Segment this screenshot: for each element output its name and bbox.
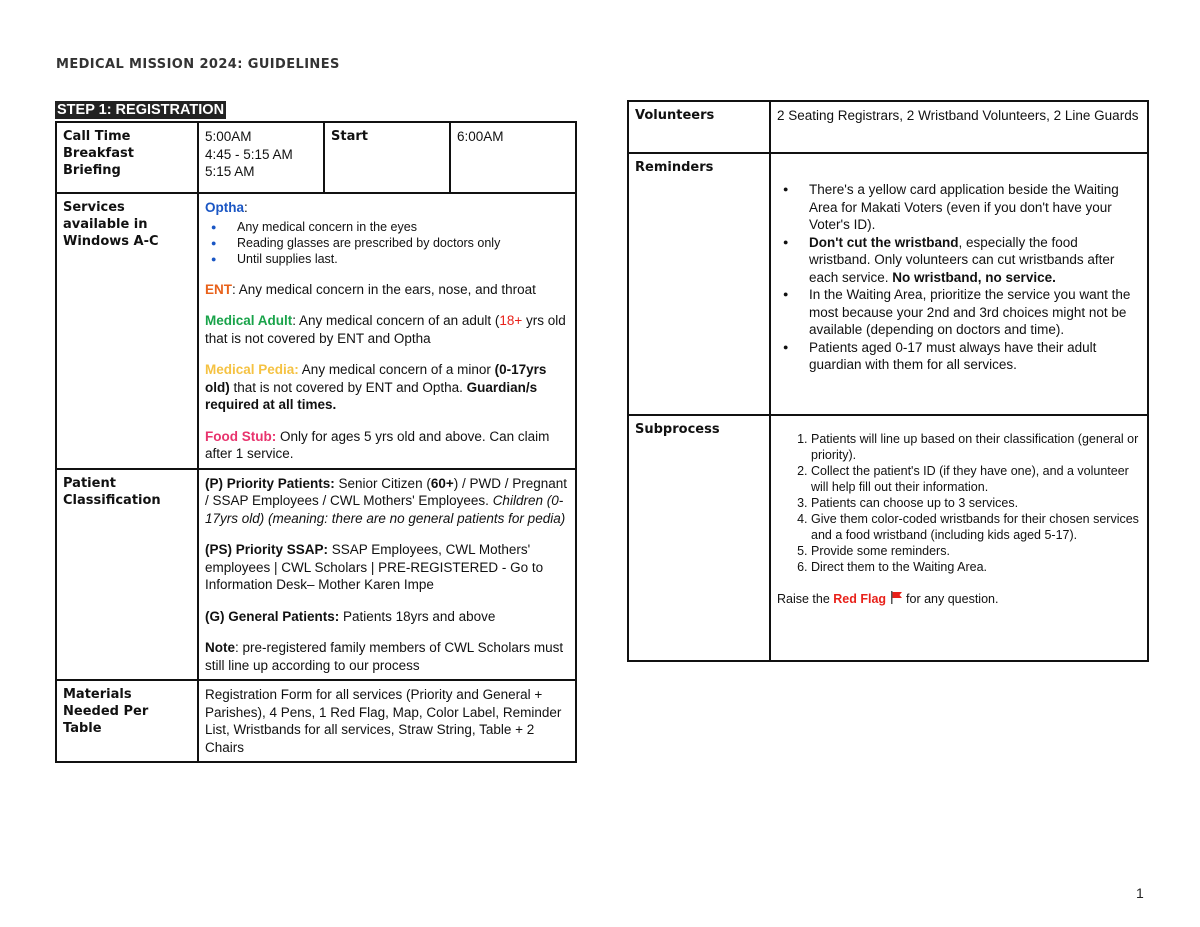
step-heading: STEP 1: REGISTRATION (57, 102, 225, 118)
priority-ssap-block (205, 541, 569, 594)
materials-label: Materials Needed Per Table (56, 680, 198, 762)
medical-pedia-text-a: Any medical concern of a minor (298, 362, 495, 377)
medical-pedia-block (205, 361, 569, 414)
priority-text-b: ) / PWD / Pregnant / SSAP Employees / CWL Mothers' Employees. (205, 475, 568, 508)
page-number: 1 (1136, 885, 1144, 901)
note-title: Note (205, 640, 235, 655)
optha-block (205, 199, 569, 267)
general-text: Patients 18yrs and above (339, 608, 496, 624)
document-title: MEDICAL MISSION 2024: GUIDELINES (56, 57, 340, 72)
subprocess-steps (777, 431, 1141, 575)
list-item: ● There's a yellow card application beside the Waiting Area for Makati Voters (even if you don't have your Voter's ID). (809, 181, 1141, 234)
medical-adult-text-a: : Any medical concern of an adult ( (292, 313, 500, 328)
classification-cell (198, 469, 576, 681)
list-item: ● In the Waiting Area, prioritize the service you want the most because your 2nd and 3rd choices might not be available (depending on doctors and time). (809, 286, 1141, 339)
briefing-value: 5:15 AM (205, 164, 255, 179)
list-item: 6. Direct them to the Waiting Area. (811, 559, 1141, 575)
start-value: 6:00AM (450, 122, 576, 193)
food-stub-name: Food Stub: (205, 428, 277, 444)
priority-title: (P) Priority Patients: (205, 475, 335, 491)
classification-label: Patient Classification (56, 469, 198, 681)
registration-table (55, 121, 577, 763)
red-flag-label: Red Flag (833, 592, 887, 606)
reminder-2-bold2: No wristband, no service. (892, 269, 1056, 285)
time-row (56, 122, 576, 193)
volunteer-table (627, 100, 1149, 662)
medical-pedia-age: (0-17yrs old) (205, 362, 547, 395)
medical-adult-age: 18+ (499, 313, 523, 328)
subprocess-row (628, 415, 1148, 661)
medical-pedia-text-b: that is not covered by ENT and Optha. (229, 379, 467, 395)
ent-name: ENT (205, 281, 232, 297)
volunteers-row (628, 101, 1148, 153)
priority-ssap-title: (PS) Priority SSAP: (205, 542, 329, 557)
optha-bullets (205, 219, 569, 267)
medical-adult-name: Medical Adult (205, 313, 293, 328)
reminder-2-text: , especially the food wristband. Only volunteers can cut wristbands after each service. (809, 234, 1115, 285)
call-time-label: Call Time (63, 129, 131, 144)
list-item: ● Reading glasses are prescribed by doctors only (237, 235, 569, 251)
services-label: Services available in Windows A-C (56, 193, 198, 469)
optha-colon: : (244, 200, 248, 215)
volunteers-label: Volunteers (628, 101, 770, 153)
red-flag-icon (890, 591, 903, 604)
reminders-label: Reminders (628, 153, 770, 415)
breakfast-label: Breakfast (63, 146, 134, 161)
volunteers-text: 2 Seating Registrars, 2 Wristband Volunteers, 2 Line Guards (770, 101, 1148, 153)
list-item: ● Until supplies last. (237, 251, 569, 267)
briefing-label: Briefing (63, 163, 121, 178)
raise-text-b: for any question. (902, 592, 999, 606)
raise-text-a: Raise the (777, 592, 834, 606)
medical-adult-text-b: yrs old that is not covered by ENT and Optha (205, 313, 566, 346)
start-label: Start (324, 122, 450, 193)
general-title: (G) General Patients: (205, 608, 340, 624)
priority-text-a: Senior Citizen ( (334, 475, 431, 491)
medical-adult-block (205, 312, 569, 347)
priority-age: 60+ (430, 475, 454, 491)
materials-row (56, 680, 576, 762)
list-item: 2. Collect the patient's ID (if they have one), and a volunteer will help fill out their information. (811, 463, 1141, 495)
list-item: 1. Patients will line up based on their classification (general or priority). (811, 431, 1141, 463)
raise-flag-note (777, 591, 1141, 607)
time-labels-cell (56, 122, 198, 193)
guardian-required: Guardian/s required at all times. (205, 379, 538, 412)
services-row (56, 193, 576, 469)
classification-row (56, 469, 576, 681)
list-item: 5. Provide some reminders. (811, 543, 1141, 559)
general-block (205, 608, 569, 626)
note-text: : pre-registered family members of CWL Scholars must still line up according to our process (205, 640, 564, 673)
time-values-cell (198, 122, 324, 193)
reminder-2-bold: Don't cut the wristband (809, 234, 959, 250)
note-block (205, 639, 569, 674)
priority-italic: Children (0-17yrs old) (meaning: there are no general patients for pedia) (205, 493, 566, 526)
list-item: ● Patients aged 0-17 must always have their adult guardian with them for all services. (809, 339, 1141, 374)
list-item: 3. Patients can choose up to 3 services. (811, 495, 1141, 511)
subprocess-label: Subprocess (628, 415, 770, 661)
food-stub-text: Only for ages 5 yrs old and above. Can claim after 1 service. (205, 428, 550, 461)
medical-pedia-name: Medical Pedia: (205, 362, 299, 377)
optha-name: Optha (205, 200, 244, 215)
priority-block (205, 475, 569, 528)
services-cell (198, 193, 576, 469)
list-item: ● Any medical concern in the eyes (237, 219, 569, 235)
food-stub-block (205, 428, 569, 463)
breakfast-value: 4:45 - 5:15 AM (205, 146, 293, 162)
reminders-row (628, 153, 1148, 415)
materials-text: Registration Form for all services (Priority and General + Parishes), 4 Pens, 1 Red Flag, Map, Color Label, Reminder List, Wristbands for all services, Straw String, Table + 2 Chairs (198, 680, 576, 762)
reminders-cell (770, 153, 1148, 415)
ent-text: : Any medical concern in the ears, nose, and throat (232, 281, 536, 297)
subprocess-cell (770, 415, 1148, 661)
priority-ssap-text: SSAP Employees, CWL Mothers' employees | CWL Scholars | PRE-REGISTERED - Go to Information Desk– Mother Karen Impe (205, 542, 544, 592)
call-time-value: 5:00AM (205, 129, 252, 144)
reminders-list (777, 181, 1141, 374)
ent-block (205, 281, 569, 299)
list-item (809, 234, 1141, 287)
list-item: 4. Give them color-coded wristbands for their chosen services and a food wristband (including kids aged 5-17). (811, 511, 1141, 543)
